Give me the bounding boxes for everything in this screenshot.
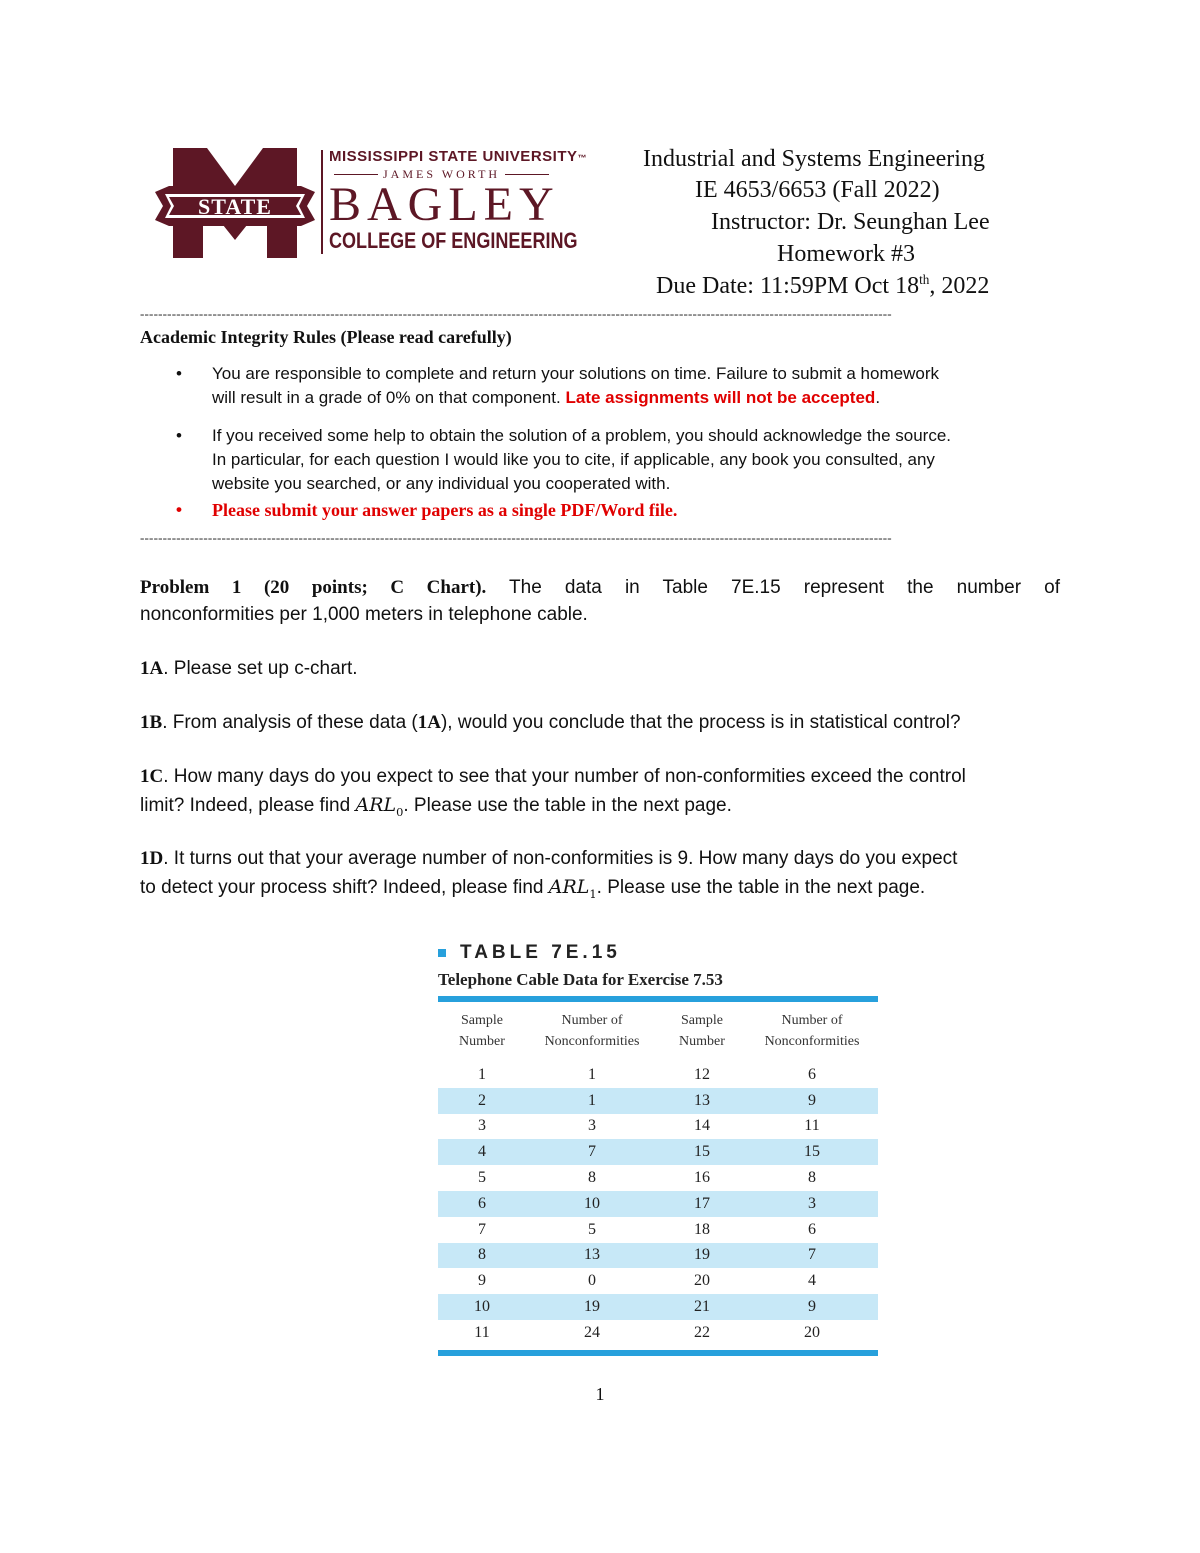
question-1c: 1C. How many days do you expect to see that your number of non-conformities exceed the control limit? Indeed, please find $ARL_0$. Please use the table in the next page. xyxy=(140,766,966,819)
col-header-nonconf-1: Number of Nonconformities xyxy=(544,1013,640,1049)
question-1a: 1A. Please set up c-chart. xyxy=(140,658,358,679)
col-header-sample-2: Sample Number xyxy=(679,1013,725,1049)
logo-divider xyxy=(321,150,323,254)
arl0-symbol: $ARL_0$ xyxy=(355,794,404,819)
table-title-square-icon xyxy=(438,949,446,957)
logo-james-worth: JAMES WORTH xyxy=(329,167,599,182)
logo-university: MISSISSIPPI STATE UNIVERSITY™ xyxy=(329,148,587,165)
header-instructor: Instructor: Dr. Seunghan Lee xyxy=(711,209,990,235)
nonconformities-table xyxy=(438,1002,878,1346)
table-row: 9 0 20 4 xyxy=(478,1272,816,1290)
question-1b: 1B. From analysis of these data (1A), would you conclude that the process is in statistical control? xyxy=(140,712,961,733)
table-row: 6 10 17 3 xyxy=(438,1191,878,1217)
problem-1-intro: Problem 1 (20 points; C Chart). The data in Table 7E.15 represent the number of nonconformities per 1,000 meters in telephone cable. xyxy=(140,577,1061,625)
table-header-row xyxy=(438,1002,878,1062)
col-header-nonconf-2: Number of Nonconformities xyxy=(764,1013,860,1049)
arl1-symbol: $ARL_1$ xyxy=(548,876,597,901)
integrity-bullet-3: • Please submit your answer papers as a single PDF/Word file. xyxy=(176,498,1066,522)
table-row: 2 1 13 9 xyxy=(438,1088,878,1114)
logo-wordmark xyxy=(329,148,599,254)
integrity-list xyxy=(176,362,1066,536)
table-7e15 xyxy=(438,942,878,1356)
integrity-title: Academic Integrity Rules (Please read carefully) xyxy=(140,327,512,347)
divider-top: ---------------------------------------------------------------------------------------------------------------------------------------------------------------------- xyxy=(140,306,892,321)
table-row: 3 3 14 11 xyxy=(478,1117,820,1135)
header-course: IE 4653/6653 (Fall 2022) xyxy=(695,177,940,203)
col-header-sample-1: Sample Number xyxy=(459,1013,505,1049)
integrity-bullet-1: • You are responsible to complete and return your solutions on time. Failure to submit a homework will result in a grade of 0% on that component. Late assignments will not be accepted. xyxy=(176,364,939,407)
integrity-bullet-2: • If you received some help to obtain the solution of a problem, you should acknowledge the source. In particular, for each question I would like you to cite, if applicable, any book you consulted, any website you searched, or any individual you cooperated with. xyxy=(176,426,952,493)
submit-format-note: Please submit your answer papers as a single PDF/Word file. xyxy=(212,500,678,520)
table-body xyxy=(438,1062,878,1346)
table-bottom-bar xyxy=(438,1350,878,1356)
logo-bagley: BAGLEY xyxy=(329,178,560,231)
table-row: 4 7 15 15 xyxy=(438,1139,878,1165)
msu-m-logo-icon xyxy=(155,148,315,258)
table-row: 5 8 16 8 xyxy=(478,1169,816,1187)
header-dept: Industrial and Systems Engineering xyxy=(643,146,985,172)
table-row: 7 5 18 6 xyxy=(478,1220,816,1238)
header-homework: Homework #3 xyxy=(777,241,915,267)
table-title: TABLE 7E.15 xyxy=(438,942,878,964)
table-row: 11 24 22 20 xyxy=(474,1323,820,1341)
table-row: 8 13 19 7 xyxy=(438,1243,878,1269)
header-due-date: Due Date: 11:59PM Oct 18th, 2022 xyxy=(656,272,990,299)
question-1d: 1D. It turns out that your average number of non-conformities is 9. How many days do you expect to detect your process shift? Indeed, please find $ARL_1$. Please use the table in the next page. xyxy=(140,848,958,901)
logo-college: COLLEGE OF ENGINEERING xyxy=(329,228,578,253)
divider-bottom: ---------------------------------------------------------------------------------------------------------------------------------------------------------------------- xyxy=(140,530,892,545)
table-row: 1 1 12 6 xyxy=(478,1065,816,1083)
late-warning: Late assignments will not be accepted xyxy=(565,388,876,407)
college-logo xyxy=(155,148,595,258)
seal-text: STATE xyxy=(198,194,272,219)
page-number: 1 xyxy=(595,1384,605,1404)
table-row: 10 19 21 9 xyxy=(438,1294,878,1320)
problem-1-title: Problem 1 (20 points; C Chart). xyxy=(140,577,487,598)
table-subtitle: Telephone Cable Data for Exercise 7.53 xyxy=(438,970,723,989)
